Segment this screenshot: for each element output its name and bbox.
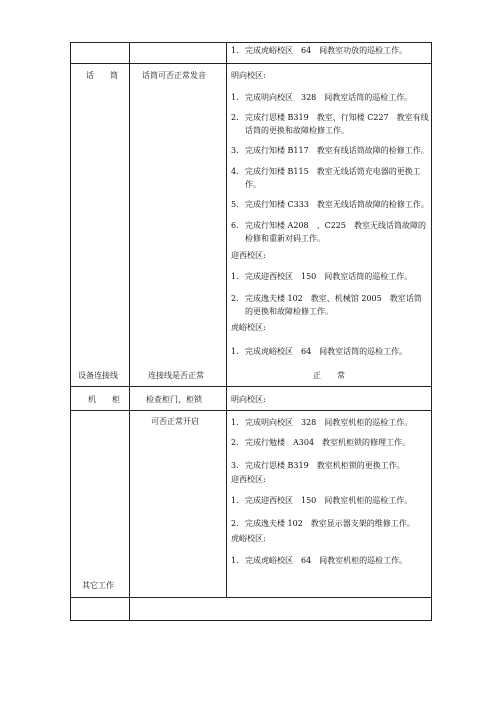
category-label-other: 其它工作: [82, 581, 114, 590]
category-label-mic: 话 筒: [86, 71, 118, 80]
column-divider: [129, 42, 130, 621]
table-border-left: [70, 42, 71, 621]
campus-heading: 虎峪校区:: [231, 323, 266, 332]
table-border-top: [70, 42, 432, 43]
table-border-bottom: [70, 620, 432, 621]
campus-heading: 迎西校区:: [231, 251, 266, 260]
row-divider: [70, 63, 432, 64]
campus-heading: 迎西校区:: [231, 475, 266, 484]
table-border-right: [431, 42, 432, 621]
campus-heading: 明向校区:: [231, 395, 266, 404]
check-label-mic: 话筒可否正常发音: [142, 71, 206, 80]
status-text-cable: 正 常: [313, 371, 345, 380]
category-label-cabinet: 机 柜: [88, 395, 120, 404]
campus-heading: 虎峪校区:: [231, 534, 266, 543]
campus-heading: 明向校区:: [231, 71, 266, 80]
report-page: 1. 完成虎峪校区 64 间教室功放的巡检工作。 话 筒 话筒可否正常发音 明向校区: 1. 完成明向校区 328 间教室话筒的巡检工作。 2. 完成行思楼 B319 教室、行知楼 C227 教室有线话筒的更换和故障检修工作。 3. 完成行知楼 B117 教室有线话筒故障的检修工作。 4. 完成行知楼 B115 教室无线话筒充电器的更换工作。 5. 完成行知楼 C333 教室无线话筒故障的检修工作。 6. 完成行知楼 A208 、C225 教室无线话筒故障的检修和重新对码工作。 迎西校区: 1. 完成迎西校区 150 间教室话筒的巡检工作。 2. 完成逸夫楼 102 教室、机械馆 2005 教室话筒的更换和故障检修工作。 虎峪校区: 1. 完成虎峪校区 64 间教室话筒的巡检工作。 设备连接线 连接线是否正常 正 常 机 柜 检查柜门，柜锁 明向校区: 可否正常开启 1. 完成明向校区 328 间教室机柜的巡检工作。 2. 完成行勉楼 A304 教室机柜锁的修理工作。 3. 完成行思楼 B319 教室机柜锁的更换工作。 迎西校区: 1. 完成迎西校区 150 间教室机柜的巡检工作。 2. 完成逸夫楼 102 教室显示器支架的维修工作。 虎峪校区: 1. 完成虎峪校区 64 间教室机柜的巡检工作。 其它工作: [0, 0, 500, 708]
column-divider: [226, 42, 227, 598]
row-divider: [70, 410, 432, 411]
check-label-cabinet: 检查柜门，柜锁: [146, 395, 202, 404]
category-label-cable: 设备连接线: [78, 371, 118, 380]
check-label-other: 可否正常开启: [151, 417, 199, 426]
check-label-cable: 连接线是否正常: [148, 371, 204, 380]
row-divider: [70, 386, 432, 387]
row-divider: [70, 597, 432, 598]
